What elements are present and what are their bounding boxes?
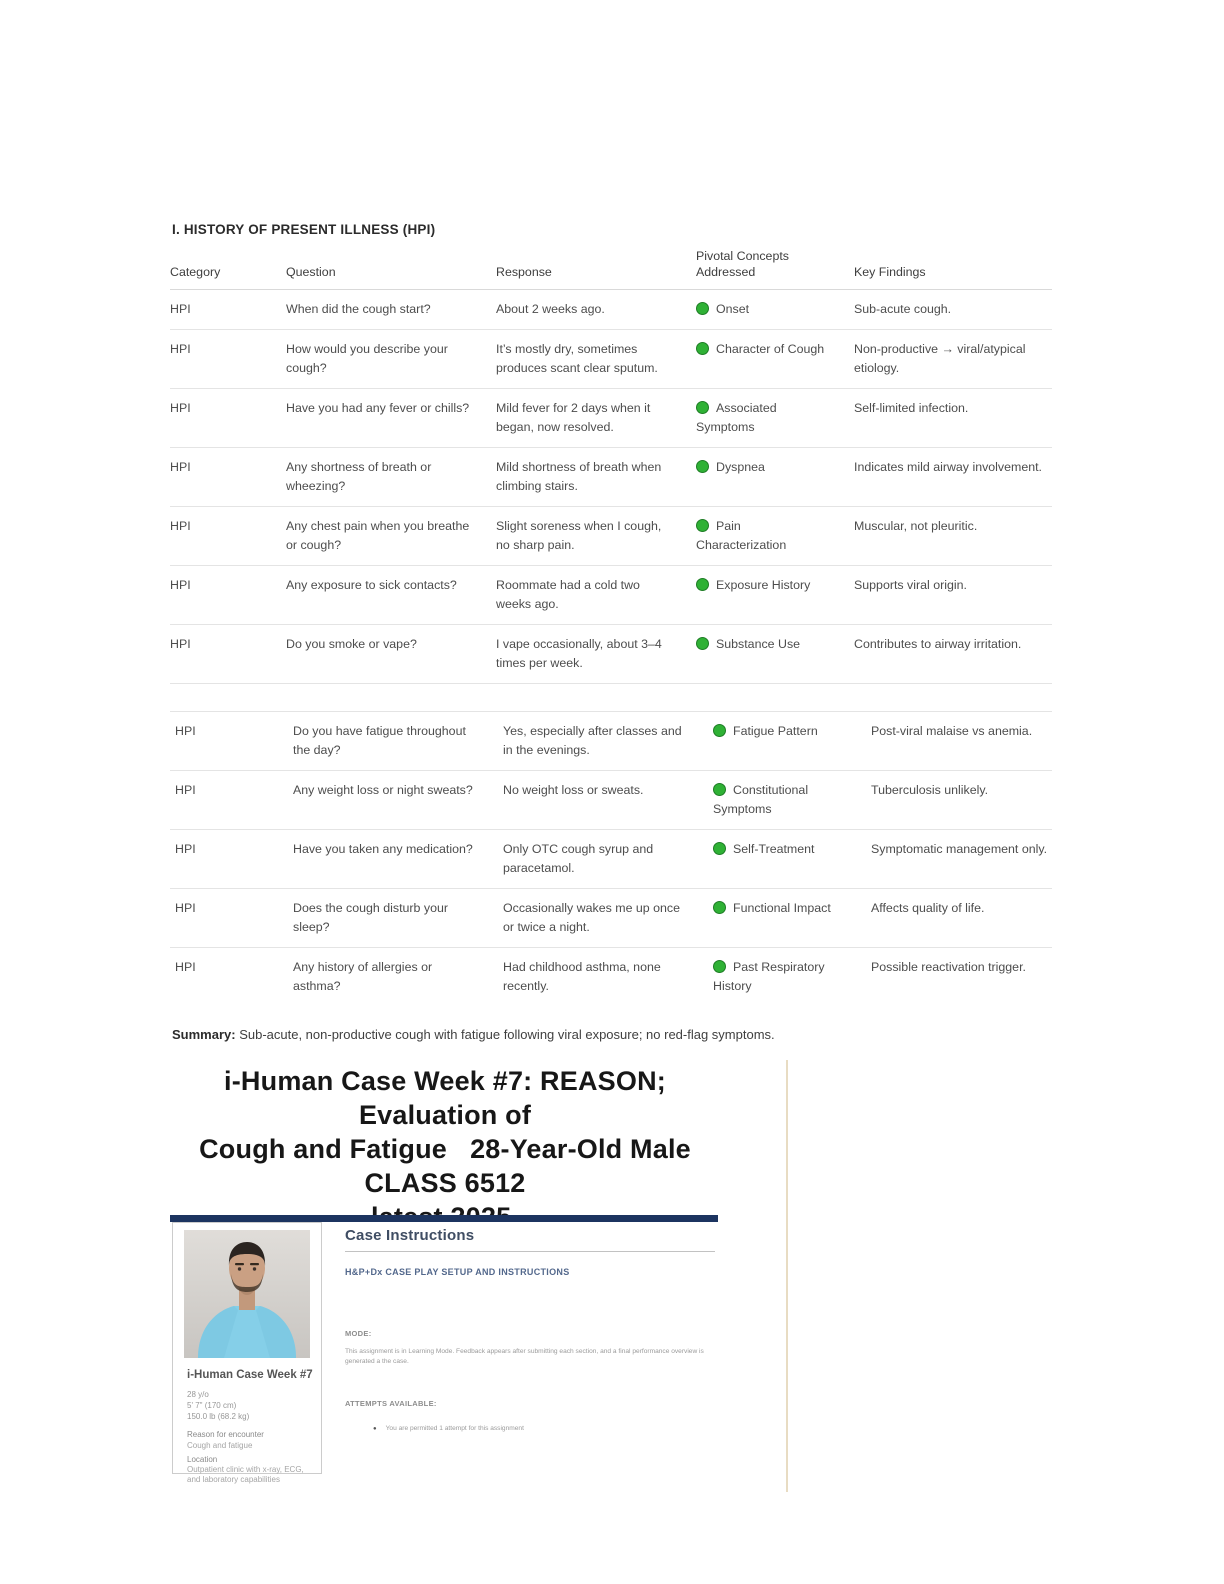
- mode-description: This assignment is in Learning Mode. Feedback appears after submitting each section, and a final performance overview is generated a the case.: [345, 1348, 704, 1365]
- table-row: [170, 889, 1052, 948]
- patient-weight: 150.0 lb (68.2 kg): [187, 1412, 250, 1421]
- row-response: About 2 weeks ago.: [496, 302, 605, 316]
- location-value: Outpatient clinic with x-ray, ECG, and laboratory capabilities: [187, 1465, 304, 1484]
- row-question: When did the cough start?: [286, 302, 431, 316]
- table-row: [170, 948, 1052, 1006]
- patient-card-title: i-Human Case Week #7: [187, 1369, 313, 1381]
- table-row: [170, 290, 1052, 330]
- row-category: HPI: [175, 901, 196, 915]
- row-category: HPI: [175, 783, 196, 797]
- summary-label: Summary:: [172, 1027, 236, 1042]
- reason-value: Cough and fatigue: [187, 1441, 253, 1450]
- concept-status-dot: [696, 519, 709, 532]
- patient-stats: [187, 1389, 249, 1422]
- row-question: Does the cough disturb your sleep?: [293, 901, 448, 934]
- row-response: Only OTC cough syrup and paracetamol.: [503, 842, 654, 875]
- row-question: Do you smoke or vape?: [286, 637, 417, 651]
- row-response: Roommate had a cold two weeks ago.: [496, 578, 640, 611]
- row-pivotal-concept: Dyspnea: [696, 458, 854, 496]
- row-category: HPI: [170, 519, 191, 533]
- case-instructions-panel: [345, 1227, 718, 1433]
- row-question: Any shortness of breath or wheezing?: [286, 460, 432, 493]
- hpi-summary: [172, 1027, 1052, 1042]
- row-pivotal-concept: Exposure History: [696, 576, 854, 614]
- row-key-finding: Symptomatic management only.: [871, 842, 1048, 856]
- row-category: HPI: [170, 578, 191, 592]
- section-title: I. HISTORY OF PRESENT ILLNESS (HPI): [172, 222, 436, 237]
- row-pivotal-concept: Functional Impact: [713, 899, 871, 937]
- row-category: HPI: [170, 302, 191, 316]
- table-row: [170, 771, 1052, 830]
- row-category: HPI: [175, 842, 196, 856]
- attempts-available-label: ATTEMPTS AVAILABLE:: [345, 1399, 437, 1408]
- row-question: Any history of allergies or asthma?: [293, 960, 433, 993]
- row-response: Had childhood asthma, none recently.: [503, 960, 661, 993]
- table-header: [170, 248, 1052, 290]
- concept-status-dot: [713, 842, 726, 855]
- bullet-icon: ●: [373, 1426, 377, 1432]
- row-key-finding: Sub-acute cough.: [854, 302, 952, 316]
- table-row: [170, 566, 1052, 625]
- case-instructions-title: Case Instructions: [345, 1227, 475, 1244]
- row-question: Any chest pain when you breathe or cough?: [286, 519, 470, 552]
- row-key-finding: Supports viral origin.: [854, 578, 967, 592]
- row-response: No weight loss or sweats.: [503, 783, 644, 797]
- concept-status-dot: [696, 342, 709, 355]
- row-pivotal-concept: Pain Characterization: [696, 519, 787, 552]
- summary-text: Sub-acute, non-productive cough with fatigue following viral exposure; no red-flag symptoms.: [235, 1027, 775, 1042]
- row-category: HPI: [175, 960, 196, 974]
- hpi-table: [170, 248, 1052, 1006]
- concept-status-dot: [713, 901, 726, 914]
- location-block: [187, 1455, 309, 1485]
- row-response: Mild shortness of breath when climbing stairs.: [496, 460, 662, 493]
- row-response: Slight soreness when I cough, no sharp pain.: [496, 519, 662, 552]
- row-key-finding: Affects quality of life.: [871, 901, 985, 915]
- table-row: [170, 507, 1052, 566]
- patient-height: 5' 7" (170 cm): [187, 1401, 237, 1410]
- row-response: Yes, especially after classes and in the evenings.: [503, 724, 682, 757]
- case-title: [172, 1064, 718, 1234]
- concept-status-dot: [713, 960, 726, 973]
- row-question: Have you had any fever or chills?: [286, 401, 470, 415]
- title-underline: [345, 1251, 715, 1252]
- row-pivotal-concept: Past Respiratory History: [713, 960, 825, 993]
- row-pivotal-concept: Onset: [696, 300, 854, 319]
- reason-label: Reason for encounter: [187, 1430, 264, 1439]
- row-category: HPI: [170, 342, 191, 356]
- row-pivotal-concept: Associated Symptoms: [696, 401, 777, 434]
- concept-status-dot: [696, 637, 709, 650]
- reason-for-encounter: [187, 1429, 264, 1451]
- row-key-finding: Post-viral malaise vs anemia.: [871, 724, 1033, 738]
- concept-status-dot: [696, 578, 709, 591]
- concept-status-dot: [696, 401, 709, 414]
- patient-card: [172, 1222, 322, 1484]
- table-block-1: [170, 290, 1052, 684]
- row-question: Do you have fatigue throughout the day?: [293, 724, 466, 757]
- concept-status-dot: [713, 783, 726, 796]
- case-title-line-2: Cough and Fatigue 28-Year-Old Male CLASS 6512: [199, 1134, 699, 1198]
- table-row: [170, 389, 1052, 448]
- row-key-finding: Contributes to airway irritation.: [854, 637, 1022, 651]
- location-label: Location: [187, 1455, 218, 1464]
- row-pivotal-concept: Self-Treatment: [713, 840, 871, 878]
- attempts-bullet-item: [345, 1425, 718, 1433]
- row-response: Occasionally wakes me up once or twice a night.: [503, 901, 680, 934]
- row-category: HPI: [170, 637, 191, 651]
- patient-avatar: [184, 1230, 310, 1358]
- row-pivotal-concept: Substance Use: [696, 635, 854, 673]
- row-response: It’s mostly dry, sometimes produces scant clear sputum.: [496, 342, 658, 375]
- column-header-question: Question: [286, 265, 336, 279]
- row-question: Any weight loss or night sweats?: [293, 783, 473, 797]
- navy-header-bar: [170, 1215, 718, 1222]
- row-key-finding: Self-limited infection.: [854, 401, 969, 415]
- row-category: HPI: [175, 724, 196, 738]
- row-key-finding: Indicates mild airway involvement.: [854, 460, 1043, 474]
- concept-status-dot: [696, 302, 709, 315]
- patient-avatar-image: [184, 1230, 310, 1358]
- row-question: How would you describe your cough?: [286, 342, 448, 375]
- table-row: [170, 448, 1052, 507]
- row-category: HPI: [170, 401, 191, 415]
- mode-label: MODE:: [345, 1329, 372, 1338]
- row-question: Any exposure to sick contacts?: [286, 578, 457, 592]
- column-header-category: Category: [170, 265, 221, 279]
- row-response: I vape occasionally, about 3–4 times per week.: [496, 637, 662, 670]
- patient-age: 28 y/o: [187, 1390, 209, 1399]
- concept-status-dot: [713, 724, 726, 737]
- column-header-pivotal-concepts: Pivotal Concepts Addressed: [696, 249, 789, 279]
- vertical-divider: [786, 1060, 788, 1492]
- table-block-2: [170, 711, 1052, 1006]
- table-row: [170, 712, 1052, 771]
- case-title-line-1: i-Human Case Week #7: REASON; Evaluation of: [224, 1066, 674, 1130]
- table-row: [170, 625, 1052, 684]
- row-question: Have you taken any medication?: [293, 842, 473, 856]
- column-header-key-findings: Key Findings: [854, 265, 926, 279]
- table-row: [170, 830, 1052, 889]
- row-key-finding: Tuberculosis unlikely.: [871, 783, 989, 797]
- row-key-finding: Non-productive → viral/atypical etiology.: [854, 342, 1026, 375]
- concept-status-dot: [696, 460, 709, 473]
- row-key-finding: Possible reactivation trigger.: [871, 960, 1026, 974]
- row-pivotal-concept: Fatigue Pattern: [713, 722, 871, 760]
- case-play-setup-heading: H&P+Dx CASE PLAY SETUP AND INSTRUCTIONS: [345, 1267, 570, 1277]
- row-key-finding: Muscular, not pleuritic.: [854, 519, 978, 533]
- ihuman-screenshot: [170, 1215, 718, 1505]
- row-category: HPI: [170, 460, 191, 474]
- attempts-bullet-text: You are permitted 1 attempt for this assignment: [385, 1425, 524, 1432]
- row-pivotal-concept: Character of Cough: [696, 340, 854, 378]
- table-row: [170, 330, 1052, 389]
- column-header-response: Response: [496, 265, 552, 279]
- row-response: Mild fever for 2 days when it began, now resolved.: [496, 401, 651, 434]
- row-pivotal-concept: Constitutional Symptoms: [713, 783, 809, 816]
